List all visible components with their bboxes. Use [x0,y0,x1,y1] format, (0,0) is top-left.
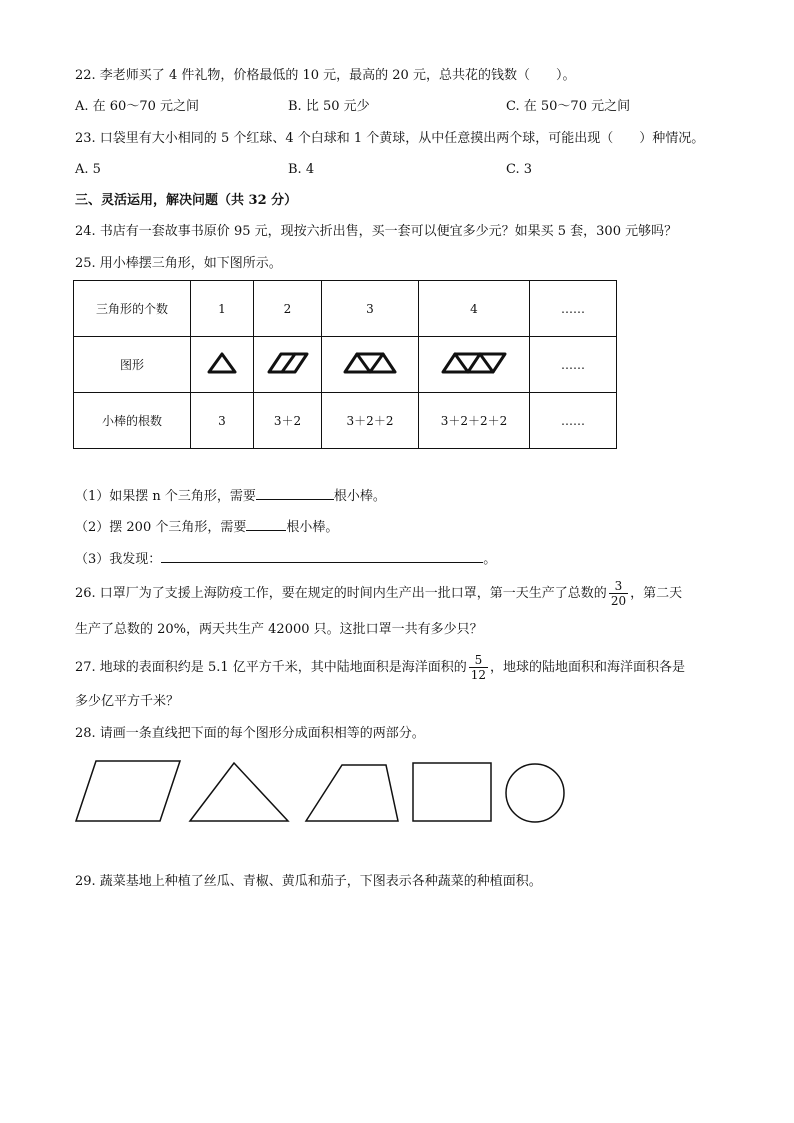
table-cell [322,337,419,393]
q25-sub-1 [75,485,386,507]
q25-sub-2-prefix: （2）摆 200 个三角形，需要 [75,520,247,535]
table-cell: 2 [254,281,322,337]
table-cell: …… [530,337,617,393]
q25-sub-3 [75,548,496,570]
table-cell: 3 [322,281,419,337]
question-22: 22. 李老师买了 4 件礼物，价格最低的 10 元，最高的 20 元，总共花的钱数（ ）。 [75,68,576,83]
table-cell [254,337,322,393]
answer-blank-1[interactable] [256,485,334,500]
fraction-numerator: 3 [614,579,623,593]
q25-sub-1-suffix: 根小棒。 [333,489,386,504]
answer-blank-3[interactable] [161,548,483,563]
table-cell: 3＋2 [254,393,322,449]
q25-sub-3-prefix: （3）我发现： [75,552,162,567]
question-27-line-1 [75,652,685,684]
table-cell [191,337,254,393]
table-cell [419,337,530,393]
question-29: 29. 蔬菜基地上种植了丝瓜、青椒、黄瓜和茄子，下图表示各种蔬菜的种植面积。 [75,874,542,889]
parallelogram-shape [76,761,180,821]
row-label-sticks: 小棒的根数 [74,393,191,449]
table-cell: 4 [419,281,530,337]
fraction-3-20 [609,579,628,608]
triangle-figure-4 [441,351,507,375]
q27-text-end: ，地球的陆地面积和海洋面积各是 [490,660,686,675]
q25-sub-2-suffix: 根小棒。 [286,520,339,535]
question-25: 25. 用小棒摆三角形，如下图所示。 [75,256,282,271]
question-24: 24. 书店有一套故事书原价 95 元，现按六折出售，买一套可以便宜多少元？如果买 5 套，300 元够吗？ [75,224,678,239]
q23-option-b: B. 4 [288,162,315,177]
table-cell: …… [530,281,617,337]
circle-shape [506,764,564,822]
q22-option-c: C. 在 50～70 元之间 [506,99,631,114]
table-cell: 3 [191,393,254,449]
table-cell: 3＋2＋2 [322,393,419,449]
answer-blank-2[interactable] [246,516,286,531]
triangle-sticks-table [73,280,617,449]
square-shape [413,763,491,821]
table-cell: …… [530,393,617,449]
triangle-shape [190,763,288,821]
fraction-numerator: 5 [474,653,483,667]
question-26-line-2: 生产了总数的 20%，两天共生产 42000 只。这批口罩一共有多少只？ [75,622,483,637]
q27-text-start: 27. 地球的表面积约是 5.1 亿平方千米，其中陆地面积是海洋面积的 [75,660,467,675]
trapezoid-shape [306,765,398,821]
question-28: 28. 请画一条直线把下面的每个图形分成面积相等的两部分。 [75,726,425,741]
fraction-denominator: 20 [610,594,627,608]
fraction-denominator: 12 [470,668,487,682]
question-27-line-2: 多少亿平方千米？ [75,694,180,709]
q26-text-start: 26. 口罩厂为了支援上海防疫工作，要在规定的时间内生产出一批口罩，第一天生产了总数的 [75,586,607,601]
table-row [74,393,617,449]
question-23: 23. 口袋里有大小相同的 5 个红球、4 个白球和 1 个黄球，从中任意摸出两个球，可能出现（ ）种情况。 [75,131,705,146]
q22-option-a: A. 在 60～70 元之间 [75,99,200,114]
q23-option-c: C. 3 [506,162,533,177]
triangle-figure-2 [267,351,309,375]
q23-option-a: A. 5 [75,162,101,177]
q25-sub-3-suffix: 。 [483,552,497,567]
section-heading: 三、灵活运用，解决问题（共 32 分） [75,193,298,208]
shapes-row [70,755,590,827]
q26-text-end: ，第二天 [630,586,683,601]
triangle-figure-3 [343,351,397,375]
triangle-figure-1 [207,351,237,375]
q25-sub-1-prefix: （1）如果摆 n 个三角形，需要 [75,489,256,504]
table-cell: 3＋2＋2＋2 [419,393,530,449]
question-26-line-1 [75,578,682,610]
q25-sub-2 [75,516,338,538]
table-cell: 1 [191,281,254,337]
q22-option-b: B. 比 50 元少 [288,99,370,114]
table-row [74,281,617,337]
row-label-shape: 图形 [74,337,191,393]
fraction-5-12 [469,653,488,682]
table-row [74,337,617,393]
row-label-count: 三角形的个数 [74,281,191,337]
